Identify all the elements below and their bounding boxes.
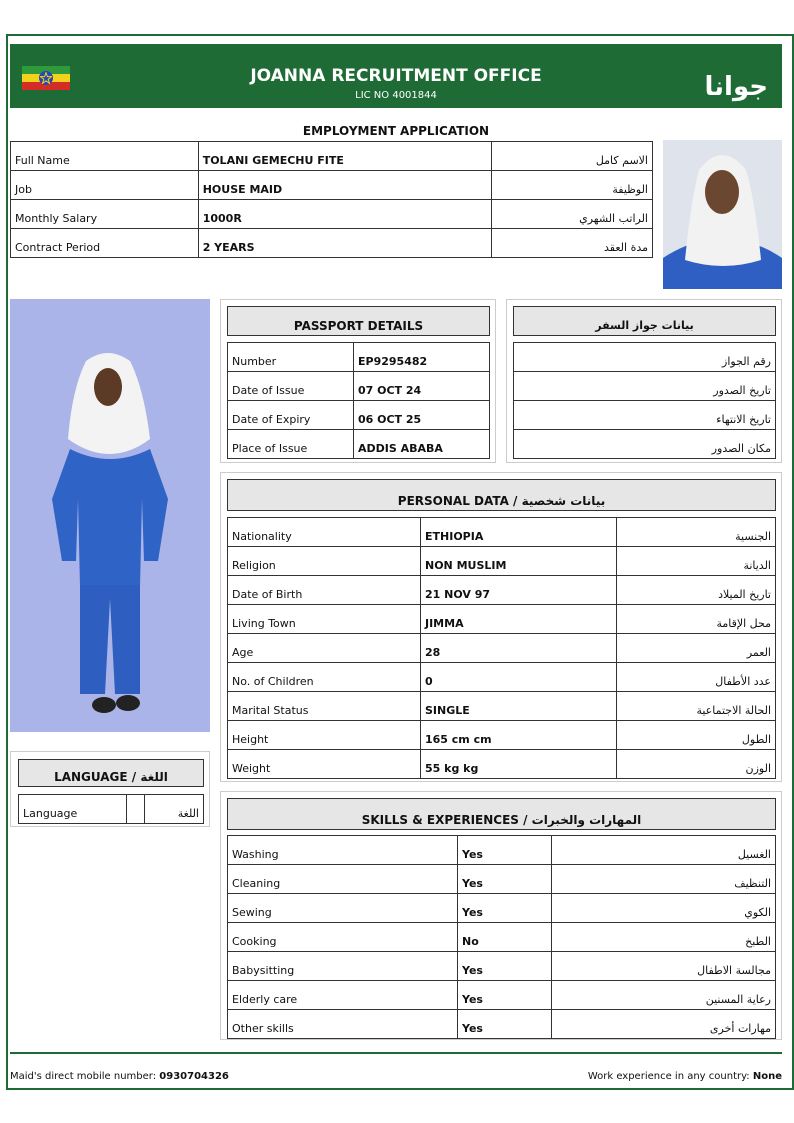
row-label-arabic: اللغة: [145, 795, 204, 824]
passport-title: PASSPORT DETAILS: [227, 306, 490, 336]
row-label: Religion: [228, 547, 421, 576]
row-label-arabic: الديانة: [617, 547, 776, 576]
passport-arabic-table: [513, 342, 776, 459]
table-row: [228, 721, 776, 750]
row-value: TOLANI GEMECHU FITE: [198, 142, 492, 171]
row-label-arabic: الكوي: [552, 894, 776, 923]
table-row: [228, 547, 776, 576]
row-label-arabic: مجالسة الاطفال: [552, 952, 776, 981]
row-label: Cleaning: [228, 865, 458, 894]
row-label: Age: [228, 634, 421, 663]
row-label-arabic: محل الإقامة: [617, 605, 776, 634]
table-row: [228, 518, 776, 547]
row-value: 28: [421, 634, 617, 663]
skills-table: [227, 835, 776, 1039]
table-row: [228, 372, 490, 401]
table-row: [228, 634, 776, 663]
row-label: Number: [228, 343, 354, 372]
row-value: 07 OCT 24: [354, 372, 490, 401]
table-row: [11, 142, 653, 171]
row-label: Other skills: [228, 1010, 458, 1039]
row-label-arabic: العمر: [617, 634, 776, 663]
row-value: Yes: [458, 952, 552, 981]
row-label: Cooking: [228, 923, 458, 952]
row-label-arabic: الجنسية: [617, 518, 776, 547]
header-banner: [10, 44, 782, 108]
table-row: [514, 401, 776, 430]
row-label-arabic: مهارات أخرى: [552, 1010, 776, 1039]
footer-divider: [10, 1052, 782, 1054]
row-value: 55 kg kg: [421, 750, 617, 779]
row-label: Sewing: [228, 894, 458, 923]
language-value: [127, 795, 145, 824]
personal-data-title: PERSONAL DATA / بيانات شخصية: [227, 479, 776, 511]
experience-value: None: [752, 1071, 782, 1082]
row-value: 2 YEARS: [198, 229, 492, 258]
table-row: [228, 952, 776, 981]
row-label: Monthly Salary: [11, 200, 199, 229]
table-row: [228, 343, 490, 372]
row-value: 0: [421, 663, 617, 692]
row-value: 21 NOV 97: [421, 576, 617, 605]
row-label: Nationality: [228, 518, 421, 547]
row-label-arabic: مكان الصدور: [514, 430, 776, 459]
table-row: [11, 200, 653, 229]
row-label: Living Town: [228, 605, 421, 634]
table-row: [514, 343, 776, 372]
brand-arabic: جوانا: [704, 72, 768, 102]
row-value: JIMMA: [421, 605, 617, 634]
table-row: [228, 692, 776, 721]
table-row: [11, 229, 653, 258]
row-label: Date of Expiry: [228, 401, 354, 430]
row-label: Washing: [228, 836, 458, 865]
row-value: ADDIS ABABA: [354, 430, 490, 459]
table-row: [228, 1010, 776, 1039]
table-row: [19, 795, 204, 824]
row-label: Place of Issue: [228, 430, 354, 459]
row-label: Contract Period: [11, 229, 199, 258]
table-row: [228, 865, 776, 894]
mobile-number: [10, 1071, 229, 1082]
employment-table: [10, 141, 653, 258]
language-title: LANGUAGE / اللغة: [18, 759, 204, 787]
table-row: [228, 894, 776, 923]
row-label-arabic: الاسم كامل: [492, 142, 653, 171]
row-label-arabic: رقم الجواز: [514, 343, 776, 372]
mobile-value: 0930704326: [159, 1071, 229, 1082]
table-row: [228, 750, 776, 779]
office-name: JOANNA RECRUITMENT OFFICE: [250, 66, 542, 86]
row-label: Date of Birth: [228, 576, 421, 605]
row-label: Elderly care: [228, 981, 458, 1010]
mobile-label: Maid's direct mobile number:: [10, 1071, 157, 1082]
table-row: [228, 663, 776, 692]
full-body-photo: [10, 299, 210, 732]
row-label-arabic: الطبخ: [552, 923, 776, 952]
row-value: No: [458, 923, 552, 952]
row-label: Job: [11, 171, 199, 200]
table-row: [228, 430, 490, 459]
row-label-arabic: تاريخ الانتهاء: [514, 401, 776, 430]
row-label-arabic: مدة العقد: [492, 229, 653, 258]
row-value: Yes: [458, 865, 552, 894]
skills-title: SKILLS & EXPERIENCES / المهارات والخبرات: [227, 798, 776, 830]
row-label-arabic: تاريخ الصدور: [514, 372, 776, 401]
passport-title-arabic: بيانات جواز السفر: [513, 306, 776, 336]
row-value: HOUSE MAID: [198, 171, 492, 200]
table-row: [228, 836, 776, 865]
form-title: EMPLOYMENT APPLICATION: [302, 124, 490, 138]
row-value: EP9295482: [354, 343, 490, 372]
row-value: 1000R: [198, 200, 492, 229]
row-label-arabic: الطول: [617, 721, 776, 750]
row-value: ETHIOPIA: [421, 518, 617, 547]
table-row: [228, 981, 776, 1010]
row-label-arabic: الحالة الاجتماعية: [617, 692, 776, 721]
row-label: Weight: [228, 750, 421, 779]
license-number: LIC NO 4001844: [355, 90, 437, 101]
row-value: SINGLE: [421, 692, 617, 721]
row-label-arabic: الغسيل: [552, 836, 776, 865]
row-label-arabic: رعاية المسنين: [552, 981, 776, 1010]
table-row: [228, 923, 776, 952]
portrait-photo: [663, 140, 782, 289]
row-value: 06 OCT 25: [354, 401, 490, 430]
row-label: Language: [19, 795, 127, 824]
table-row: [514, 430, 776, 459]
table-row: [514, 372, 776, 401]
row-value: Yes: [458, 894, 552, 923]
row-label-arabic: عدد الأطفال: [617, 663, 776, 692]
row-value: Yes: [458, 981, 552, 1010]
table-row: [228, 605, 776, 634]
row-label-arabic: الوظيفة: [492, 171, 653, 200]
row-label: Marital Status: [228, 692, 421, 721]
row-label-arabic: تاريخ الميلاد: [617, 576, 776, 605]
work-experience: [588, 1071, 782, 1082]
row-label: Full Name: [11, 142, 199, 171]
experience-label: Work experience in any country:: [587, 1071, 750, 1082]
personal-data-table: [227, 517, 776, 779]
row-label: Babysitting: [228, 952, 458, 981]
language-table: [18, 794, 204, 824]
table-row: [11, 171, 653, 200]
row-label-arabic: الراتب الشهري: [492, 200, 653, 229]
row-value: 165 cm cm: [421, 721, 617, 750]
table-row: [228, 401, 490, 430]
row-value: Yes: [458, 1010, 552, 1039]
row-label-arabic: الوزن: [617, 750, 776, 779]
row-label: No. of Children: [228, 663, 421, 692]
table-row: [228, 576, 776, 605]
row-label: Date of Issue: [228, 372, 354, 401]
row-value: Yes: [458, 836, 552, 865]
row-label-arabic: التنظيف: [552, 865, 776, 894]
passport-table: [227, 342, 490, 459]
row-value: NON MUSLIM: [421, 547, 617, 576]
row-label: Height: [228, 721, 421, 750]
